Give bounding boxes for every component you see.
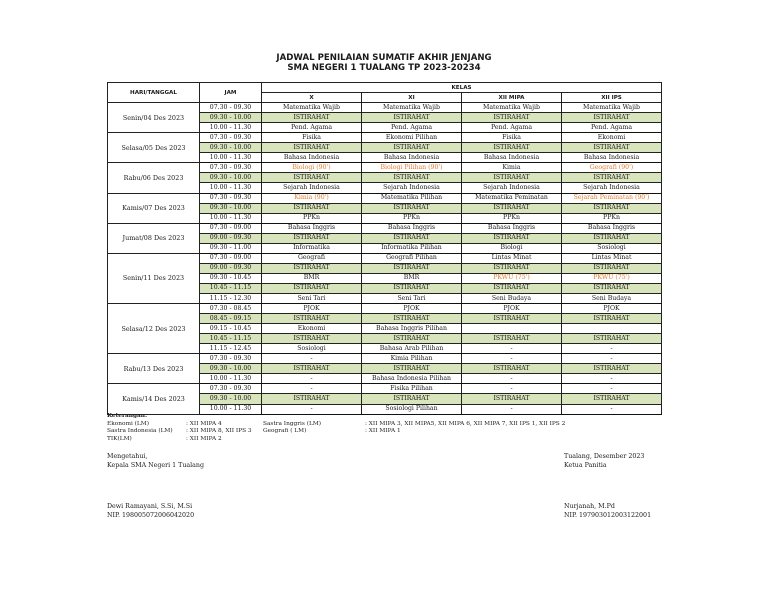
subject-cell: PJOK bbox=[262, 304, 362, 314]
signature-left-line2: Kepala SMA Negeri 1 Tualang bbox=[107, 462, 205, 469]
schedule-table bbox=[107, 82, 662, 415]
subject-cell: ISTIRAHAT bbox=[562, 113, 662, 123]
subject-cell: - bbox=[562, 384, 662, 394]
subject-cell: ISTIRAHAT bbox=[362, 173, 462, 183]
schedule-body bbox=[108, 103, 662, 414]
subject-cell: Geografi bbox=[262, 253, 362, 263]
subject-cell: BMR bbox=[362, 273, 462, 283]
subject-cell: Seni Tari bbox=[362, 293, 462, 303]
subject-cell: Sejarah Indonesia bbox=[362, 183, 462, 193]
note-value: : XII MIPA 3, XII MIPA5, XII MIPA 6, XII MIPA 7, XII IPS 1, XII IPS 2 bbox=[365, 421, 566, 427]
time-cell: 07.30 - 09.30 bbox=[200, 103, 262, 113]
subject-cell: ISTIRAHAT bbox=[362, 394, 462, 404]
subject-cell: Sosiologi bbox=[262, 344, 362, 354]
header-class-xii-mipa: XII MIPA bbox=[462, 93, 562, 103]
schedule-row bbox=[108, 384, 662, 394]
subject-cell: - bbox=[262, 384, 362, 394]
subject-cell: Seni Budaya bbox=[562, 293, 662, 303]
subject-cell: ISTIRAHAT bbox=[362, 334, 462, 344]
subject-cell: ISTIRAHAT bbox=[562, 233, 662, 243]
subject-cell: ISTIRAHAT bbox=[462, 173, 562, 183]
time-cell: 09.30 - 10.00 bbox=[200, 173, 262, 183]
schedule-row bbox=[108, 193, 662, 203]
day-cell: Jumat/08 Des 2023 bbox=[108, 223, 200, 253]
subject-cell: PKWU (75') bbox=[562, 273, 662, 283]
subject-cell: ISTIRAHAT bbox=[562, 364, 662, 374]
subject-cell: Bahasa Inggris bbox=[562, 223, 662, 233]
document-subtitle: SMA NEGERI 1 TUALANG TP 2023-20234 bbox=[287, 63, 481, 73]
note-value: : XII MIPA 4 bbox=[186, 421, 222, 427]
time-cell: 07.30 - 08.45 bbox=[200, 304, 262, 314]
subject-cell: PPKn bbox=[462, 213, 562, 223]
signature-right bbox=[564, 452, 651, 520]
subject-cell: Informatika Pilihan bbox=[362, 243, 462, 253]
subject-cell: Kimia (90') bbox=[262, 193, 362, 203]
subject-cell: Matematika Peminatan bbox=[462, 193, 562, 203]
subject-cell: ISTIRAHAT bbox=[562, 283, 662, 293]
subject-cell: ISTIRAHAT bbox=[362, 143, 462, 153]
subject-cell: ISTIRAHAT bbox=[362, 233, 462, 243]
subject-cell: Ekonomi Pilihan bbox=[362, 133, 462, 143]
subject-cell: ISTIRAHAT bbox=[562, 263, 662, 273]
subject-cell: - bbox=[462, 344, 562, 354]
time-cell: 07.30 - 09.30 bbox=[200, 354, 262, 364]
subject-cell: ISTIRAHAT bbox=[462, 394, 562, 404]
subject-cell: ISTIRAHAT bbox=[362, 113, 462, 123]
subject-cell: ISTIRAHAT bbox=[462, 263, 562, 273]
subject-cell: ISTIRAHAT bbox=[362, 263, 462, 273]
time-cell: 07.30 - 09.30 bbox=[200, 163, 262, 173]
subject-cell: Ekonomi bbox=[562, 133, 662, 143]
subject-cell: Sejarah Indonesia bbox=[262, 183, 362, 193]
signature-right-line2: Ketua Panitia bbox=[564, 462, 607, 469]
time-cell: 10.00 - 11.30 bbox=[200, 153, 262, 163]
subject-cell: Biologi (90') bbox=[262, 163, 362, 173]
subject-cell: ISTIRAHAT bbox=[462, 334, 562, 344]
time-cell: 09.30 - 10.00 bbox=[200, 203, 262, 213]
subject-cell: Bahasa Inggris bbox=[362, 223, 462, 233]
subject-cell: Bahasa Indonesia bbox=[362, 153, 462, 163]
subject-cell: PJOK bbox=[362, 304, 462, 314]
subject-cell: ISTIRAHAT bbox=[462, 283, 562, 293]
subject-cell: PJOK bbox=[462, 304, 562, 314]
subject-cell: ISTIRAHAT bbox=[562, 394, 662, 404]
schedule-row bbox=[108, 163, 662, 173]
subject-cell: ISTIRAHAT bbox=[462, 143, 562, 153]
time-cell: 10.45 - 11.15 bbox=[200, 334, 262, 344]
signature-left-name: Dewi Ramayani, S.Si, M.Si bbox=[107, 503, 193, 510]
subject-cell: ISTIRAHAT bbox=[262, 364, 362, 374]
signature-left-line1: Mengetahui, bbox=[107, 453, 148, 460]
time-cell: 09.30 - 11.00 bbox=[200, 243, 262, 253]
subject-cell: Pend. Agama bbox=[462, 123, 562, 133]
header-class-xii-ips: XII IPS bbox=[562, 93, 662, 103]
subject-cell: Fisika bbox=[462, 133, 562, 143]
note-label: Sastra Indonesia (LM) bbox=[107, 428, 173, 435]
time-cell: 07.30 - 09.00 bbox=[200, 253, 262, 263]
subject-cell: Bahasa Inggris Pilihan bbox=[362, 324, 462, 334]
subject-cell: ISTIRAHAT bbox=[362, 283, 462, 293]
subject-cell: ISTIRAHAT bbox=[262, 173, 362, 183]
header-kelas: KELAS bbox=[262, 83, 662, 93]
subject-cell: ISTIRAHAT bbox=[362, 314, 462, 324]
time-cell: 09.30 - 10.00 bbox=[200, 394, 262, 404]
day-cell: Selasa/12 Des 2023 bbox=[108, 304, 200, 354]
notes-block bbox=[107, 413, 147, 420]
time-cell: 09.30 - 10.00 bbox=[200, 364, 262, 374]
time-cell: 09.15 - 10.45 bbox=[200, 324, 262, 334]
subject-cell bbox=[462, 324, 562, 334]
subject-cell: Bahasa Indonesia bbox=[562, 153, 662, 163]
time-cell: 09.00 - 09.30 bbox=[200, 233, 262, 243]
signature-right-line1: Tualang, Desember 2023 bbox=[564, 453, 645, 460]
subject-cell: ISTIRAHAT bbox=[262, 113, 362, 123]
schedule-row bbox=[108, 304, 662, 314]
subject-cell: ISTIRAHAT bbox=[562, 203, 662, 213]
note-label: TIK(LM) bbox=[107, 435, 132, 442]
subject-cell: Geografi (90') bbox=[562, 163, 662, 173]
notes-left-labels bbox=[107, 421, 173, 443]
time-cell: 10.00 - 11.30 bbox=[200, 374, 262, 384]
header-day: HARI/TANGGAL bbox=[108, 83, 200, 103]
subject-cell: - bbox=[562, 344, 662, 354]
time-cell: 09.30 - 10.45 bbox=[200, 273, 262, 283]
subject-cell: Matematika Wajib bbox=[262, 103, 362, 113]
subject-cell: ISTIRAHAT bbox=[262, 314, 362, 324]
subject-cell: - bbox=[562, 404, 662, 414]
subject-cell: ISTIRAHAT bbox=[562, 334, 662, 344]
subject-cell: PJOK bbox=[562, 304, 662, 314]
subject-cell: BMR bbox=[262, 273, 362, 283]
schedule-row bbox=[108, 354, 662, 364]
notes-right-labels bbox=[263, 421, 321, 436]
subject-cell: PKWU (75') bbox=[462, 273, 562, 283]
subject-cell: Lintas Minat bbox=[462, 253, 562, 263]
subject-cell: Sosiologi Pilihan bbox=[362, 404, 462, 414]
note-value: : XII MIPA 8, XII IPS 3 bbox=[186, 428, 252, 435]
subject-cell: Seni Budaya bbox=[462, 293, 562, 303]
note-value: : XII MIPA 2 bbox=[186, 435, 222, 442]
subject-cell: - bbox=[262, 404, 362, 414]
time-cell: 10.45 - 11.15 bbox=[200, 283, 262, 293]
subject-cell: Bahasa Indonesia Pilihan bbox=[362, 374, 462, 384]
subject-cell: Ekonomi bbox=[262, 324, 362, 334]
subject-cell: ISTIRAHAT bbox=[362, 203, 462, 213]
time-cell: 09.30 - 10.00 bbox=[200, 143, 262, 153]
subject-cell: ISTIRAHAT bbox=[262, 283, 362, 293]
subject-cell: Sejarah Indonesia bbox=[462, 183, 562, 193]
time-cell: 11.15 - 12.30 bbox=[200, 293, 262, 303]
subject-cell: Bahasa Arab Pilihan bbox=[362, 344, 462, 354]
subject-cell: Pend. Agama bbox=[262, 123, 362, 133]
time-cell: 10.00 - 11.30 bbox=[200, 123, 262, 133]
time-cell: 07.30 - 09.30 bbox=[200, 133, 262, 143]
subject-cell: ISTIRAHAT bbox=[462, 364, 562, 374]
time-cell: 08.45 - 09.15 bbox=[200, 314, 262, 324]
schedule-row bbox=[108, 133, 662, 143]
subject-cell: Geografi Pilihan bbox=[362, 253, 462, 263]
subject-cell: PPKn bbox=[362, 213, 462, 223]
notes-right-values bbox=[365, 421, 565, 436]
subject-cell: Sejarah Peminatan (90') bbox=[562, 193, 662, 203]
time-cell: 07.30 - 09.30 bbox=[200, 384, 262, 394]
subject-cell: Matematika Wajib bbox=[362, 103, 462, 113]
subject-cell: Fisika Pilihan bbox=[362, 384, 462, 394]
subject-cell: Kimia Pilihan bbox=[362, 354, 462, 364]
subject-cell: Informatika bbox=[262, 243, 362, 253]
subject-cell: Matematika Pilihan bbox=[362, 193, 462, 203]
subject-cell: ISTIRAHAT bbox=[362, 364, 462, 374]
subject-cell: Bahasa Indonesia bbox=[462, 153, 562, 163]
day-cell: Senin/11 Des 2023 bbox=[108, 253, 200, 303]
subject-cell: Bahasa Inggris bbox=[462, 223, 562, 233]
time-cell: 10.00 - 11.30 bbox=[200, 213, 262, 223]
notes-title: Keterangan: bbox=[107, 413, 148, 419]
subject-cell: - bbox=[462, 354, 562, 364]
note-label: Ekonomi (LM) bbox=[107, 421, 149, 427]
header-class-xi: XI bbox=[362, 93, 462, 103]
subject-cell: ISTIRAHAT bbox=[262, 394, 362, 404]
subject-cell: Seni Tari bbox=[262, 293, 362, 303]
subject-cell: Sejarah Indonesia bbox=[562, 183, 662, 193]
schedule-row bbox=[108, 103, 662, 113]
subject-cell: Pend. Agama bbox=[562, 123, 662, 133]
subject-cell: ISTIRAHAT bbox=[562, 173, 662, 183]
subject-cell: Biologi Pilihan (90') bbox=[362, 163, 462, 173]
time-cell: 11.15 - 12.45 bbox=[200, 344, 262, 354]
subject-cell: Bahasa Indonesia bbox=[262, 153, 362, 163]
subject-cell: PPKn bbox=[562, 213, 662, 223]
header-class-x: X bbox=[262, 93, 362, 103]
subject-cell: Sosiologi bbox=[562, 243, 662, 253]
subject-cell: - bbox=[462, 374, 562, 384]
subject-cell: Biologi bbox=[462, 243, 562, 253]
day-cell: Kamis/14 Des 2023 bbox=[108, 384, 200, 414]
signature-right-name: Nurjanah, M.Pd bbox=[564, 503, 615, 510]
time-cell: 07.30 - 09.00 bbox=[200, 223, 262, 233]
subject-cell: ISTIRAHAT bbox=[462, 233, 562, 243]
subject-cell: - bbox=[562, 374, 662, 384]
subject-cell: ISTIRAHAT bbox=[462, 203, 562, 213]
subject-cell: - bbox=[462, 404, 562, 414]
schedule-row bbox=[108, 223, 662, 233]
subject-cell: ISTIRAHAT bbox=[262, 143, 362, 153]
subject-cell: ISTIRAHAT bbox=[462, 314, 562, 324]
subject-cell: Bahasa Inggris bbox=[262, 223, 362, 233]
time-cell: 09.30 - 10.00 bbox=[200, 113, 262, 123]
signature-right-nip: NIP. 197903012003122001 bbox=[564, 512, 652, 519]
signature-left-nip: NIP. 198005072006042020 bbox=[107, 512, 195, 519]
subject-cell: ISTIRAHAT bbox=[462, 113, 562, 123]
day-cell: Rabu/06 Des 2023 bbox=[108, 163, 200, 193]
subject-cell: PPKn bbox=[262, 213, 362, 223]
subject-cell: - bbox=[462, 384, 562, 394]
document-title: JADWAL PENILAIAN SUMATIF AKHIR JENJANG bbox=[276, 53, 492, 63]
subject-cell: Matematika Wajib bbox=[462, 103, 562, 113]
note-value: : XII MIPA 1 bbox=[365, 428, 401, 435]
day-cell: Rabu/13 Des 2023 bbox=[108, 354, 200, 384]
subject-cell: Matematika Wajib bbox=[562, 103, 662, 113]
time-cell: 10.00 - 11.30 bbox=[200, 183, 262, 193]
subject-cell: ISTIRAHAT bbox=[562, 143, 662, 153]
subject-cell: - bbox=[262, 374, 362, 384]
note-label: Sastra Inggris (LM) bbox=[263, 421, 321, 427]
notes-left-values bbox=[186, 421, 252, 443]
time-cell: 10.00 - 11.30 bbox=[200, 404, 262, 414]
day-cell: Senin/04 Des 2023 bbox=[108, 103, 200, 133]
subject-cell: - bbox=[562, 354, 662, 364]
subject-cell: Kimia bbox=[462, 163, 562, 173]
day-cell: Kamis/07 Des 2023 bbox=[108, 193, 200, 223]
schedule-row bbox=[108, 253, 662, 263]
day-cell: Selasa/05 Des 2023 bbox=[108, 133, 200, 163]
subject-cell: Pend. Agama bbox=[362, 123, 462, 133]
subject-cell: ISTIRAHAT bbox=[262, 233, 362, 243]
subject-cell: ISTIRAHAT bbox=[562, 314, 662, 324]
header-time: JAM bbox=[200, 83, 262, 103]
time-cell: 07.30 - 09.30 bbox=[200, 193, 262, 203]
subject-cell: ISTIRAHAT bbox=[262, 263, 362, 273]
subject-cell: ISTIRAHAT bbox=[262, 203, 362, 213]
time-cell: 09.00 - 09.30 bbox=[200, 263, 262, 273]
subject-cell: Lintas Minat bbox=[562, 253, 662, 263]
subject-cell bbox=[562, 324, 662, 334]
subject-cell: ISTIRAHAT bbox=[262, 334, 362, 344]
subject-cell: - bbox=[262, 354, 362, 364]
signature-left bbox=[107, 452, 204, 520]
subject-cell: Fisika bbox=[262, 133, 362, 143]
note-label: Geografi ( LM) bbox=[263, 428, 307, 435]
